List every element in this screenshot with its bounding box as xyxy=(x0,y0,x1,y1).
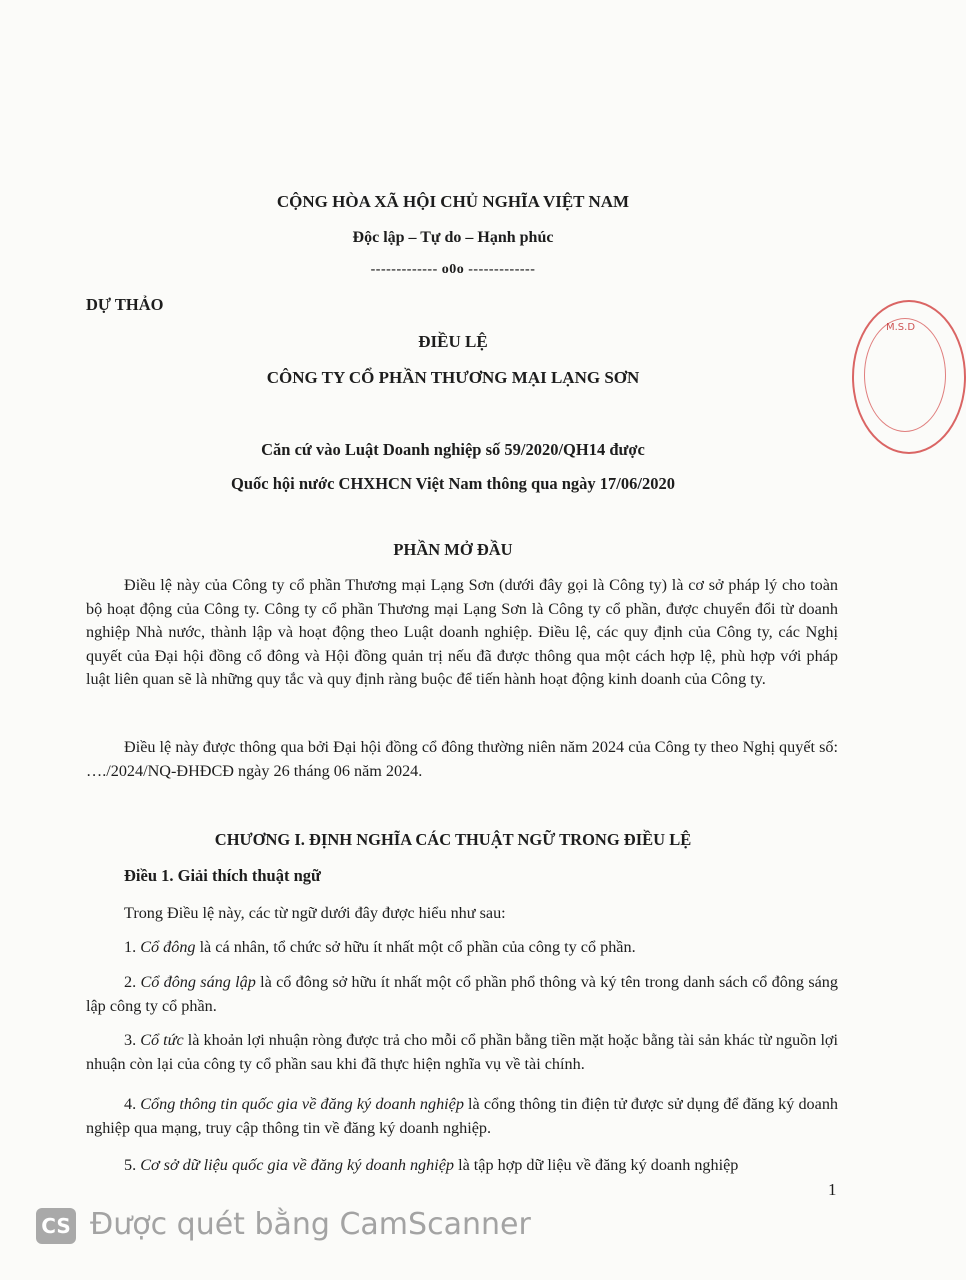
article-1-intro: Trong Điều lệ này, các từ ngữ dưới đây được hiểu như sau: xyxy=(124,904,506,922)
republic-heading: CỘNG HÒA XÃ HỘI CHỦ NGHĨA VIỆT NAM xyxy=(276,192,630,211)
preamble-paragraph-1: Điều lệ này của Công ty cổ phần Thương mại Lạng Sơn (dưới đây gọi là Công ty) là cơ sở pháp lý cho toàn bộ hoạt động của Công ty. Công ty cổ phần Thương mại Lạng Sơn là Công ty cổ phần, được chuyển đổi từ doanh nghiệp Nhà nước, thành lập và hoạt động theo Luật doanh nghiệp. Điều lệ, các quy định của Công ty, các Nghị quyết của Đại hội đồng cổ đông và Hội đồng quản trị nếu đã được thông qua một cách hợp lệ, phù hợp với pháp luật liên quan sẽ là những quy tắc và quy định ràng buộc để tiến hành hoạt động kinh doanh của Công ty. xyxy=(86,576,838,688)
legal-basis-line1: Căn cứ vào Luật Doanh nghiệp số 59/2020/QH14 được xyxy=(261,440,645,459)
company-seal-text: M.S.D xyxy=(886,322,916,333)
definition-item: 2. Cổ đông sáng lập là cổ đông sở hữu ít nhất một cổ phần phổ thông và ký tên trong danh sách cổ đông sáng lập công ty cổ phần. xyxy=(86,973,838,1015)
definition-item: 5. Cơ sở dữ liệu quốc gia về đăng ký doanh nghiệp là tập hợp dữ liệu về đăng ký doanh nghiệp xyxy=(124,1156,739,1174)
national-motto: Độc lập – Tự do – Hạnh phúc xyxy=(352,229,554,246)
chapter-1-heading: CHƯƠNG I. ĐỊNH NGHĨA CÁC THUẬT NGỮ TRONG ĐIỀU LỆ xyxy=(214,830,692,849)
definition-item: 3. Cổ tức là khoản lợi nhuận ròng được trả cho mỗi cổ phần bằng tiền mặt hoặc bằng tài sản khác từ nguồn lợi nhuận còn lại của công ty cổ phần sau khi đã thực hiện nghĩa vụ về tài chính. xyxy=(86,1031,838,1073)
definition-term: Cơ sở dữ liệu quốc gia về đăng ký doanh nghiệp xyxy=(140,1156,455,1174)
page-number: 1 xyxy=(828,1180,837,1199)
draft-label: DỰ THẢO xyxy=(86,295,164,314)
preamble-paragraph-2: Điều lệ này được thông qua bởi Đại hội đồng cổ đông thường niên năm 2024 của Công ty theo Nghị quyết số: …./2024/NQ-ĐHĐCĐ ngày 26 tháng 06 năm 2024. xyxy=(86,738,838,780)
camscanner-logo-icon: CS xyxy=(36,1208,76,1244)
definition-item: 1. Cổ đông là cá nhân, tổ chức sở hữu ít nhất một cổ phần của công ty cổ phần. xyxy=(124,938,636,956)
company-name-title: CÔNG TY CỔ PHẦN THƯƠNG MẠI LẠNG SƠN xyxy=(266,368,640,387)
definition-term: Cổ tức xyxy=(140,1031,184,1049)
legal-basis-line2: Quốc hội nước CHXHCN Việt Nam thông qua ngày 17/06/2020 xyxy=(231,474,675,493)
definition-item: 4. Cổng thông tin quốc gia về đăng ký doanh nghiệp là cổng thông tin điện tử được sử dụng để đăng ký doanh nghiệp qua mạng, truy cập thông tin về đăng ký doanh nghiệp. xyxy=(86,1095,839,1137)
document-title: ĐIỀU LỆ xyxy=(418,332,488,351)
article-1-title: Điều 1. Giải thích thuật ngữ xyxy=(124,866,321,885)
header-separator: ------------- o0o ------------- xyxy=(370,262,536,277)
definition-term: Cổng thông tin quốc gia về đăng ký doanh nghiệp xyxy=(140,1095,464,1113)
camscanner-watermark: Được quét bằng CamScanner xyxy=(90,1207,531,1242)
definition-term: Cổ đông xyxy=(140,938,196,956)
definition-term: Cổ đông sáng lập xyxy=(140,973,256,991)
preamble-heading: PHẦN MỞ ĐẦU xyxy=(393,540,513,559)
